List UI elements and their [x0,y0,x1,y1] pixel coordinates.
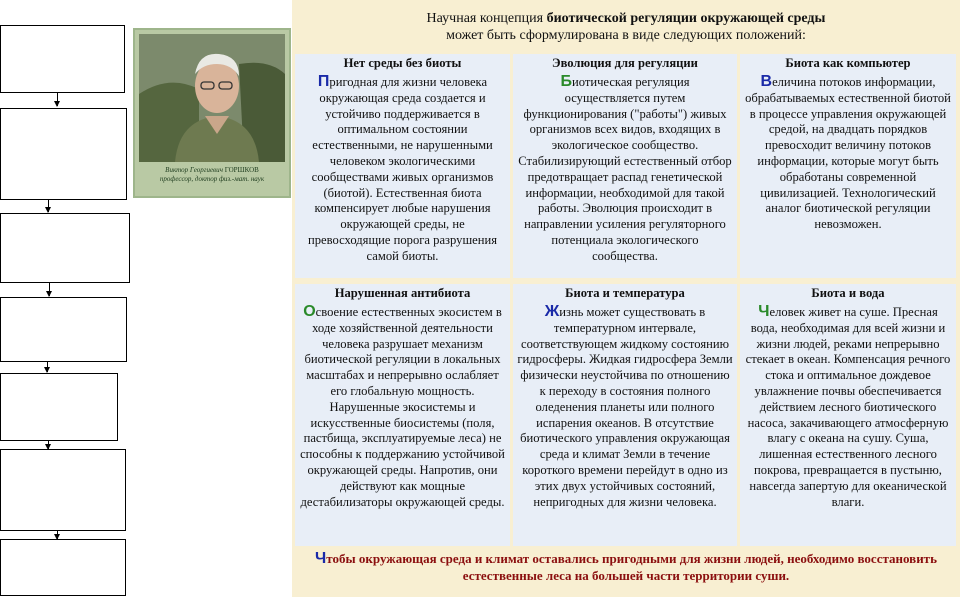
principle-cell [295,54,510,278]
drop-cap: Ж [544,303,560,320]
header-bold: биотической регуляции окружающей среды [546,11,826,26]
conclusion-text: тобы окружающая среда и климат оставались пригодными для жизни людей, необходимо восстановить естественные леса на большей части территории суши. [326,551,937,583]
flowchart-box-3 [0,213,130,283]
concept-panel [292,0,960,597]
conclusion-drop-cap: Ч [315,550,327,567]
flowchart-box-7 [0,539,126,596]
principle-title: Нарушенная антибиота [334,286,471,300]
principle-cell [740,284,956,546]
author-portrait [133,28,291,198]
author-photo [139,34,285,162]
principle-text: изнь может существовать в температурном интервале, соответствующем жидкому состоянию гидросферы. Жидкая гидросфера Земли физически неустойчива по отношению к переходу в состояния полного оледенения планеты или полного испарения океанов. В отсутствие биотического управления окружающая среда и климат Земли в течение короткого времени перейдут в одно из этих двух устойчивых состояний, непригодных для жизни человека. [517,305,733,509]
portrait-illustration [139,34,285,162]
principle-text: своение естественных экосистем в ходе хозяйственной деятельности человека разрушает механизм биотической регуляции в локальных масштабах и непрерывно ослабляет его глобальную мощность. Нарушенные экосистемы и искусственные биосистемы (поля, пастбища, эксплуатируемые леса) не способны к поддержанию устойчивой окружающей среды. Напротив, они действуют как мощные дестабилизаторы окружающей среды. [300,305,505,509]
principle-cell [513,284,737,546]
principle-text: ригодная для жизни человека окружающая среда создается и устойчиво поддерживается в оптимальном состоянии естественными, не нарушенными человеком экологическими сообществами живых организмов (биотой). Естественная биота компенсирует любые нарушения окружающей среды, не превосходящие порога разрушения самой биоты. [307,75,498,263]
principle-title: Биота как компьютер [785,56,911,70]
principle-text: еличина потоков информации, обрабатываемых естественной биотой в процессе управления окружающей средой, на двадцать порядков превосходит величину потоков информации, которые могут быть обработаны современной цивилизацией. Технологический аналог биотической регуляции невозможен. [745,75,951,232]
portrait-name: ГОРШКОВ [224,166,259,174]
flowchart-arrow-5 [48,441,49,449]
principle-title: Биота и температура [565,286,685,300]
header-plain: Научная концепция [426,11,547,26]
panel-header [292,10,960,44]
flowchart-box-5 [0,373,118,441]
flowchart-arrow-1 [57,93,58,106]
flowchart-arrow-3 [49,283,50,296]
flowchart-arrow-4 [47,362,48,372]
header-line2: может быть сформулирована в виде следующих положений: [446,28,806,43]
principle-title: Биота и вода [811,286,885,300]
drop-cap: Ч [758,303,770,320]
flowchart-box-6 [0,449,126,531]
portrait-name-prefix: Виктор Георгиевич [165,166,223,174]
flowchart-arrow-6 [57,531,58,539]
flowchart-box-1 [0,25,125,93]
drop-cap: П [317,73,330,90]
conclusion [292,550,960,584]
drop-cap: О [303,303,316,320]
principle-cell [513,54,737,278]
principle-text: еловек живет на суше. Пресная вода, необходимая для всей жизни и жизни людей, реками непрерывно стекает в океан. Компенсация речного стока и оптимальное дождевое увлажнение почвы обеспечивается действием лесного биотического насоса, закачивающего атмосферную влагу с океана на сушу. Суша, лишенная естественного лесного покрова, превращается в пустыню, навсегда запертую для океанической влаги. [745,305,951,509]
principle-cell [295,284,510,546]
principle-title: Эволюция для регуляции [552,56,698,70]
flowchart-arrow-2 [48,200,49,212]
principle-title: Нет среды без биоты [343,56,462,70]
drop-cap: В [760,73,773,90]
flowchart-box-2 [0,108,127,200]
principle-cell [740,54,956,278]
principle-text: иотическая регуляция осуществляется путем функционирования ("работы") живых организмов всех видов, входящих в экологическое сообщество. Стабилизирующий естественный отбор предотвращает распад генетической информации, необходимой для такой работы. Эволюция происходит в направлении усиления регуляторного потенциала экологического сообщества. [518,75,732,263]
portrait-caption [135,166,289,184]
portrait-title: профессор, доктор физ.-мат. наук [159,175,265,183]
flowchart-box-4 [0,297,127,362]
drop-cap: Б [560,73,572,90]
